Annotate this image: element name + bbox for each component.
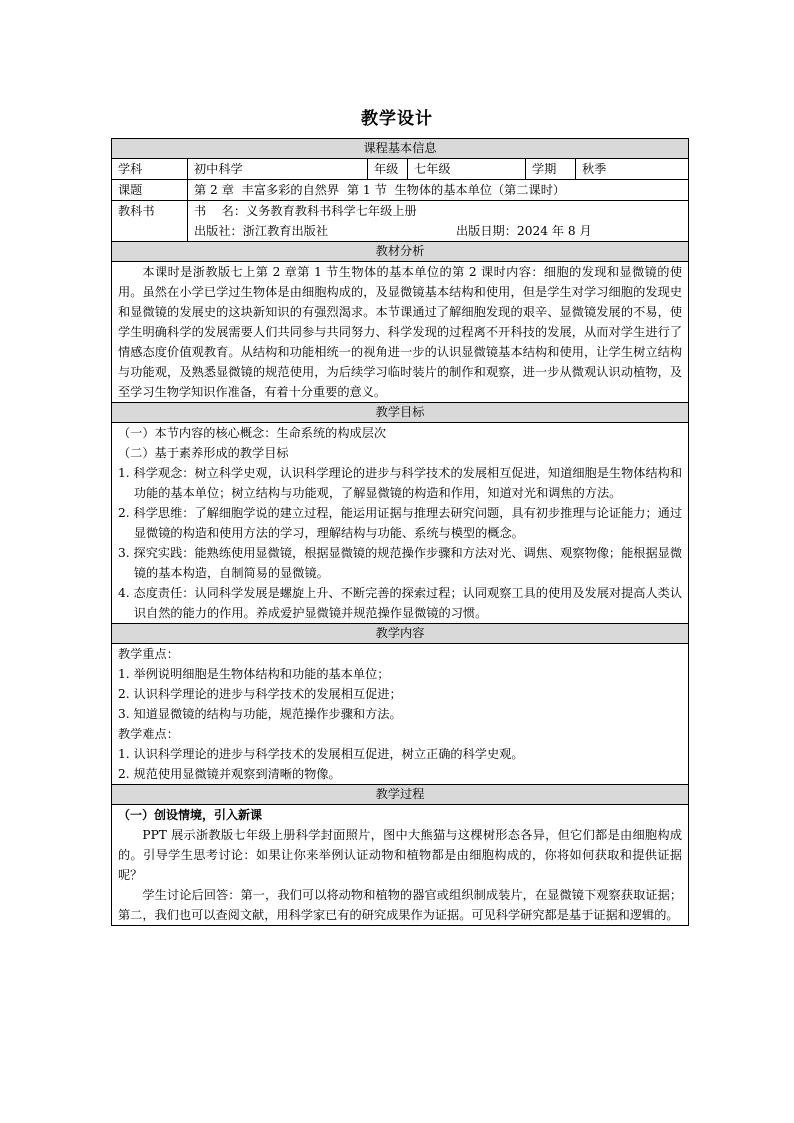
subject-value: 初中科学 (188, 159, 368, 180)
term-value: 秋季 (576, 159, 689, 180)
basic-info-header-row (112, 139, 689, 159)
subject-row (112, 159, 689, 180)
objectives-row (112, 423, 689, 624)
core-concept-line: （一）本节内容的核心概念：生命系统的构成层次 (118, 426, 387, 440)
process-paragraph-1: PPT 展示浙教版七年级上册科学封面照片，图中大熊猫与这棵树形态各异，但它们都是由细胞构成的。引导学生思考讨论：如果让你来举例认证动物和植物都是由细胞构成的，你将如何获取和提供证据呢？ (118, 828, 683, 882)
objective-item: 1. 科学观念：树立科学史观，认识科学理论的进步与科学技术的发展相互促进，知道细胞是生物体结构和功能的基本单位；树立结构与功能观，了解显微镜的构造和作用，知道对光和调焦的方法。 (118, 466, 683, 500)
section-header-basic-info: 课程基本信息 (112, 139, 689, 159)
section-header-objectives: 教学目标 (112, 403, 689, 423)
section-header-analysis: 教材分析 (112, 242, 689, 262)
topic-value: 第 2 章 丰富多彩的自然界 第 1 节 生物体的基本单位（第二课时） (188, 180, 689, 201)
process-row (112, 805, 689, 926)
document-title: 教学设计 (361, 109, 433, 129)
objective-item: 3. 探究实践：能熟练使用显微镜，根据显微镜的规范操作步骤和方法对光、调焦、观察物像；能根据显微镜的基本构造，自制简易的显微镜。 (118, 546, 683, 580)
topic-label: 课题 (112, 180, 188, 201)
literacy-goal-heading: （二）基于素养形成的教学目标 (118, 446, 289, 460)
content-row (112, 644, 689, 785)
section-header-process: 教学过程 (112, 785, 689, 805)
section-header-content: 教学内容 (112, 624, 689, 644)
topic-row (112, 180, 689, 201)
key-point-item: 1. 举例说明细胞是生物体结构和功能的基本单位； (118, 667, 390, 681)
textbook-label: 教科书 (112, 201, 188, 242)
content-header-row (112, 624, 689, 644)
analysis-text: 本课时是浙教版七上第 2 章第 1 节生物体的基本单位的第 2 课时内容：细胞的发现和显微镜的使用。虽然在小学已学过生物体是由细胞构成的，及显微镜基本结构和使用，但是学生对学习细胞的发现史和显微镜的发展史的这块新知识的有强烈渴求。本节课通过了解细胞发现的艰辛、显微镜发展的不易，使学生明确科学的发展需要人们共同参与共同努力、科学发现的过程离不开科技的发展，从而对学生进行了情感态度价值观教育。从结构和功能相统一的视角进一步的认识显微镜基本结构和使用，让学生树立结构与功能观，及熟悉显微镜的规范使用，为后续学习临时装片的制作和观察，进一步从微观认识动植物，及至学习生物学知识作准备，有着十分重要的意义。 (112, 262, 689, 403)
difficult-point-item: 2. 规范使用显微镜并观察到清晰的物像。 (118, 767, 341, 781)
key-point-item: 2. 认识科学理论的进步与科学技术的发展相互促进； (118, 687, 402, 701)
subject-label: 学科 (112, 159, 188, 180)
objectives-list (118, 463, 682, 623)
process-body (112, 805, 689, 926)
term-label: 学期 (526, 159, 576, 180)
publication-date: 出版日期：2024 年 8 月 (456, 224, 592, 238)
publisher-line (194, 221, 682, 241)
grade-label: 年级 (368, 159, 408, 180)
textbook-row (112, 201, 689, 242)
analysis-row (112, 262, 689, 403)
grade-value: 七年级 (408, 159, 526, 180)
objective-item: 4. 态度责任：认同科学发展是螺旋上升、不断完善的探索过程；认同观察工具的使用及发展对提高人类认识自然的能力的作用。养成爱护显微镜并规范操作显微镜的习惯。 (118, 586, 683, 620)
difficult-point-item: 1. 认识科学理论的进步与科学技术的发展相互促进，树立正确的科学史观。 (118, 747, 524, 761)
objectives-header-row (112, 403, 689, 423)
analysis-header-row (112, 242, 689, 262)
book-name: 书 名：义务教育教科书科学七年级上册 (194, 204, 417, 218)
content-body (112, 644, 689, 785)
difficult-points-label: 教学难点： (118, 727, 179, 741)
key-points-label: 教学重点： (118, 647, 179, 661)
objectives-content (112, 423, 689, 624)
process-paragraph-2: 学生讨论后回答：第一，我们可以将动物和植物的器官或组织制成装片，在显微镜下观察获取证据；第二，我们也可以查阅文献，用科学家已有的研究成果作为证据。可见科学研究都是基于证据和逻辑的。 (118, 888, 683, 922)
process-header-row (112, 785, 689, 805)
textbook-info (188, 201, 689, 242)
objective-item: 2. 科学思维：了解细胞学说的建立过程，能运用证据与推理去研究问题，具有初步推理与论证能力；通过显微镜的构造和使用方法的学习，理解结构与功能、系统与模型的概念。 (118, 506, 683, 540)
lesson-plan-table (111, 138, 689, 926)
step-title: （一）创设情境，引入新课 (118, 808, 263, 822)
key-point-item: 3. 知道显微镜的结构与功能，规范操作步骤和方法。 (118, 707, 402, 721)
publisher: 出版社：浙江教育出版社 (194, 224, 329, 238)
